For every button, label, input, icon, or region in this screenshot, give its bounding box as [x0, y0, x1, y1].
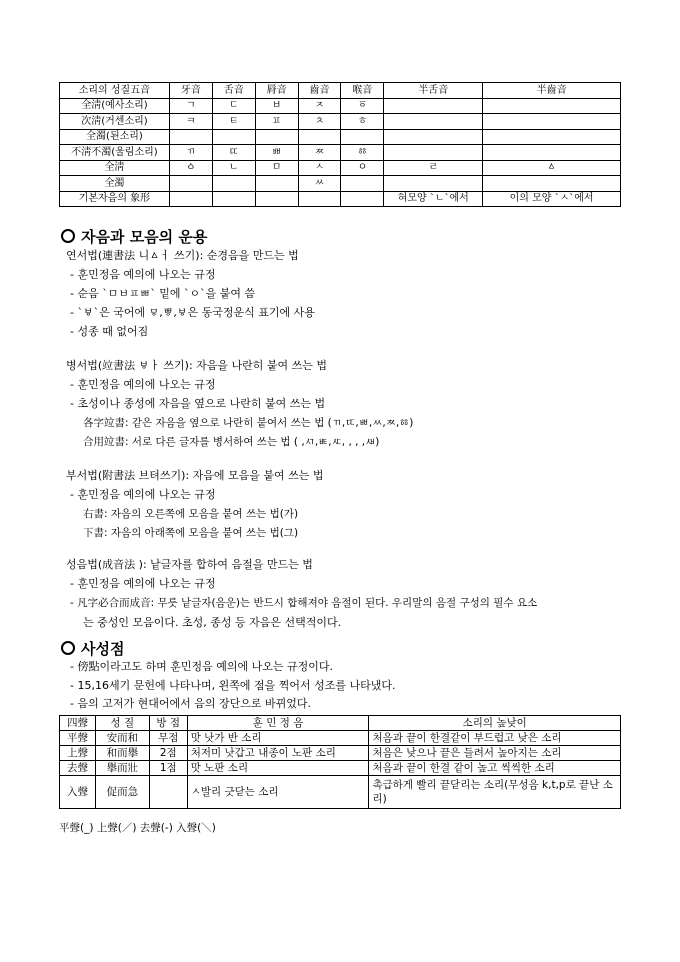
table-cell: 上聲: [60, 746, 96, 761]
table-cell: [483, 98, 621, 114]
table-cell: ㄹ: [384, 160, 483, 176]
table-row: [60, 761, 621, 776]
paragraph-line: 부서법(附書法 브텨쓰기): 자음에 모음을 붙여 쓰는 법: [66, 469, 324, 482]
table-row: [60, 98, 621, 114]
table-cell: [384, 98, 483, 114]
table-cell: ㅋ: [169, 114, 212, 130]
five-sounds-table: [59, 82, 621, 207]
table-cell: [483, 145, 621, 161]
header-cell: 성 질: [95, 716, 149, 731]
table-row: [60, 731, 621, 746]
table-row: [60, 129, 621, 145]
table-cell: [212, 129, 255, 145]
table-cell: ㄸ: [212, 145, 255, 161]
paragraph-line: 右書: 자음의 오른쪽에 모음을 붙여 쓰는 법(가): [83, 508, 299, 520]
table-cell: [169, 129, 212, 145]
table-cell: [384, 145, 483, 161]
paragraph-line: 병서법(竝書法 ㅸㅏ 쓰기): 자음을 나란히 붙여 쓰는 법: [66, 359, 328, 372]
paragraph-line: - 초성이나 종성에 자음을 옆으로 나란히 붙여 쓰는 법: [70, 397, 326, 410]
circle-bullet-icon: [61, 641, 75, 655]
header-cell: 半齒音: [483, 83, 621, 99]
table-cell: ㅎ: [341, 114, 384, 130]
section-title: 자음과 모음의 운용: [81, 228, 208, 246]
table-cell: [341, 176, 384, 192]
table-cell: 1점: [149, 761, 187, 776]
table-row: [60, 114, 621, 130]
table-cell: [255, 191, 298, 207]
table-cell: ㄱ: [169, 98, 212, 114]
header-cell: 四聲: [60, 716, 96, 731]
table-cell: [149, 776, 187, 809]
table-cell: ㆆ: [341, 98, 384, 114]
table-cell: ㅆ: [298, 176, 341, 192]
header-cell: 舌音: [212, 83, 255, 99]
table-cell: 不淸不濁(울림소리): [60, 145, 170, 161]
table-cell: 혀모양 `ㄴ`에서: [384, 191, 483, 207]
table-cell: 平聲: [60, 731, 96, 746]
paragraph-line: - 훈민정음 예의에 나오는 규정: [70, 577, 216, 590]
paragraph-line: - 15,16세기 문헌에 나타나며, 왼쪽에 점을 찍어서 성조를 나타냈다.: [70, 679, 396, 692]
table-cell: 처저미 낫갑고 내종이 노판 소리: [187, 746, 369, 761]
table-cell: 이의 모양 `ㅅ`에서: [483, 191, 621, 207]
table-cell: 次淸(거센소리): [60, 114, 170, 130]
table-cell: 처음과 끝이 한결 같이 높고 씩씩한 소리: [369, 761, 621, 776]
table-cell: 무점: [149, 731, 187, 746]
table-header-row: [60, 716, 621, 731]
table-row: [60, 191, 621, 207]
paragraph-line: - 훈민정음 예의에 나오는 규정: [70, 378, 216, 391]
table-cell: [384, 129, 483, 145]
table-cell: ㄲ: [169, 145, 212, 161]
table-cell: ㅈ: [298, 98, 341, 114]
section-heading-consonant-vowel: [61, 226, 207, 247]
table-cell: ㅁ: [255, 160, 298, 176]
paragraph-line: 연서법(連書法 니ㅿㅓ 쓰기): 순경음을 만드는 법: [66, 249, 299, 262]
paragraph-line: 各字竝書: 같은 자음을 옆으로 나란히 붙여서 쓰는 법 (ㄲ,ㄸ,ㅃ,ㅆ,ㅉ,ㆅ): [83, 417, 414, 429]
table-row: [60, 145, 621, 161]
paragraph-line: - 傍點이라고도 하며 훈민정음 예의에 나오는 규정이다.: [70, 660, 333, 673]
table-cell: ㅌ: [212, 114, 255, 130]
table-cell: [212, 191, 255, 207]
table-cell: ㆁ: [169, 160, 212, 176]
paragraph-line: 合用竝書: 서로 다른 글자를 병서하여 쓰는 법 ( ,ㅺ,ㅷ,ㅼ, , , ,ㅽ): [83, 436, 380, 448]
table-cell: ㅊ: [298, 114, 341, 130]
table-cell: 처음은 낮으나 끝은 들려서 높아지는 소리: [369, 746, 621, 761]
paragraph-line: - 凡字必合而成音: 무릇 낱글자(음운)는 반드시 합해져야 음절이 된다. 우리말의 음절 구성의 필수 요소: [70, 597, 538, 609]
paragraph-line: - 성종 때 없어짐: [70, 325, 149, 338]
header-cell: 喉音: [341, 83, 384, 99]
paragraph-line: 下書: 자음의 아래쪽에 모음을 붙여 쓰는 법(그): [83, 527, 299, 539]
table-cell: 기본자음의 象形: [60, 191, 170, 207]
header-cell: 방 점: [149, 716, 187, 731]
table-cell: 擧而壯: [95, 761, 149, 776]
header-cell: 牙音: [169, 83, 212, 99]
header-cell: 소리의 성질五音: [60, 83, 170, 99]
paragraph-line: 성음법(成音法 ): 낱글자를 합하여 음절을 만드는 법: [66, 558, 313, 571]
tone-table: [59, 715, 621, 809]
table-cell: 和而擧: [95, 746, 149, 761]
paragraph-line: - `ㅸ`은 국어에 ㅱ,ㅹ,ㅸ은 동국정운식 표기에 사용: [70, 306, 315, 319]
table-cell: 入聲: [60, 776, 96, 809]
table-row: [60, 746, 621, 761]
table-cell: 全淸(예사소리): [60, 98, 170, 114]
table-cell: [169, 191, 212, 207]
table-cell: ㅅ발리 긋닫는 소리: [187, 776, 369, 809]
table-cell: ㄴ: [212, 160, 255, 176]
table-cell: 촉급하게 빨리 끝닫리는 소리(무성음 k,t,p로 끝난 소리): [369, 776, 621, 809]
paragraph-line: - 훈민정음 예의에 나오는 규정: [70, 268, 216, 281]
header-cell: 齒音: [298, 83, 341, 99]
table-cell: ㄷ: [212, 98, 255, 114]
table-cell: 처음과 끝이 한결같이 부드럽고 낮은 소리: [369, 731, 621, 746]
table-cell: [384, 176, 483, 192]
table-cell: 安而和: [95, 731, 149, 746]
table-row: [60, 776, 621, 809]
table-cell: 全淸: [60, 160, 170, 176]
table-cell: ㆅ: [341, 145, 384, 161]
table-cell: [341, 129, 384, 145]
table-cell: ㅿ: [483, 160, 621, 176]
header-cell: 소리의 높낮이: [369, 716, 621, 731]
paragraph-line: - 음의 고저가 현대어에서 음의 장단으로 바뀌었다.: [70, 697, 311, 710]
table-cell: 全濁: [60, 176, 170, 192]
table-cell: 맛 노판 소리: [187, 761, 369, 776]
section-heading-tone-marks: [61, 638, 124, 659]
paragraph-line: - 순음 `ㅁㅂㅍㅃ` 밑에 `ㅇ`을 붙여 씀: [70, 287, 256, 300]
table-cell: [298, 129, 341, 145]
table-cell: [384, 114, 483, 130]
table-cell: 全濁(된소리): [60, 129, 170, 145]
table-cell: ㅂ: [255, 98, 298, 114]
paragraph-line: 는 중성인 모음이다. 초성, 종성 등 자음은 선택적이다.: [83, 616, 342, 629]
table-cell: 2점: [149, 746, 187, 761]
table-cell: [483, 114, 621, 130]
header-cell: 半舌音: [384, 83, 483, 99]
table-cell: [255, 129, 298, 145]
table-cell: 去聲: [60, 761, 96, 776]
table-row: [60, 176, 621, 192]
tone-mark-legend: 平聲(_) 上聲(／) 去聲(-) 入聲(＼): [59, 822, 216, 834]
section-title: 사성점: [81, 640, 125, 658]
table-row: [60, 160, 621, 176]
circle-bullet-icon: [61, 229, 75, 243]
table-cell: [255, 176, 298, 192]
header-cell: 脣音: [255, 83, 298, 99]
table-cell: [483, 129, 621, 145]
table-cell: [169, 176, 212, 192]
table-cell: [298, 191, 341, 207]
table-header-row: [60, 83, 621, 99]
table-cell: [341, 191, 384, 207]
table-cell: [212, 176, 255, 192]
paragraph-line: - 훈민정음 예의에 나오는 규정: [70, 488, 216, 501]
table-cell: ㅃ: [255, 145, 298, 161]
header-cell: 훈 민 정 음: [187, 716, 369, 731]
table-cell: 맛 낫가 반 소리: [187, 731, 369, 746]
table-cell: [483, 176, 621, 192]
table-cell: ㅇ: [341, 160, 384, 176]
table-cell: 促而急: [95, 776, 149, 809]
table-cell: ㅍ: [255, 114, 298, 130]
table-cell: ㅅ: [298, 160, 341, 176]
table-cell: ㅉ: [298, 145, 341, 161]
